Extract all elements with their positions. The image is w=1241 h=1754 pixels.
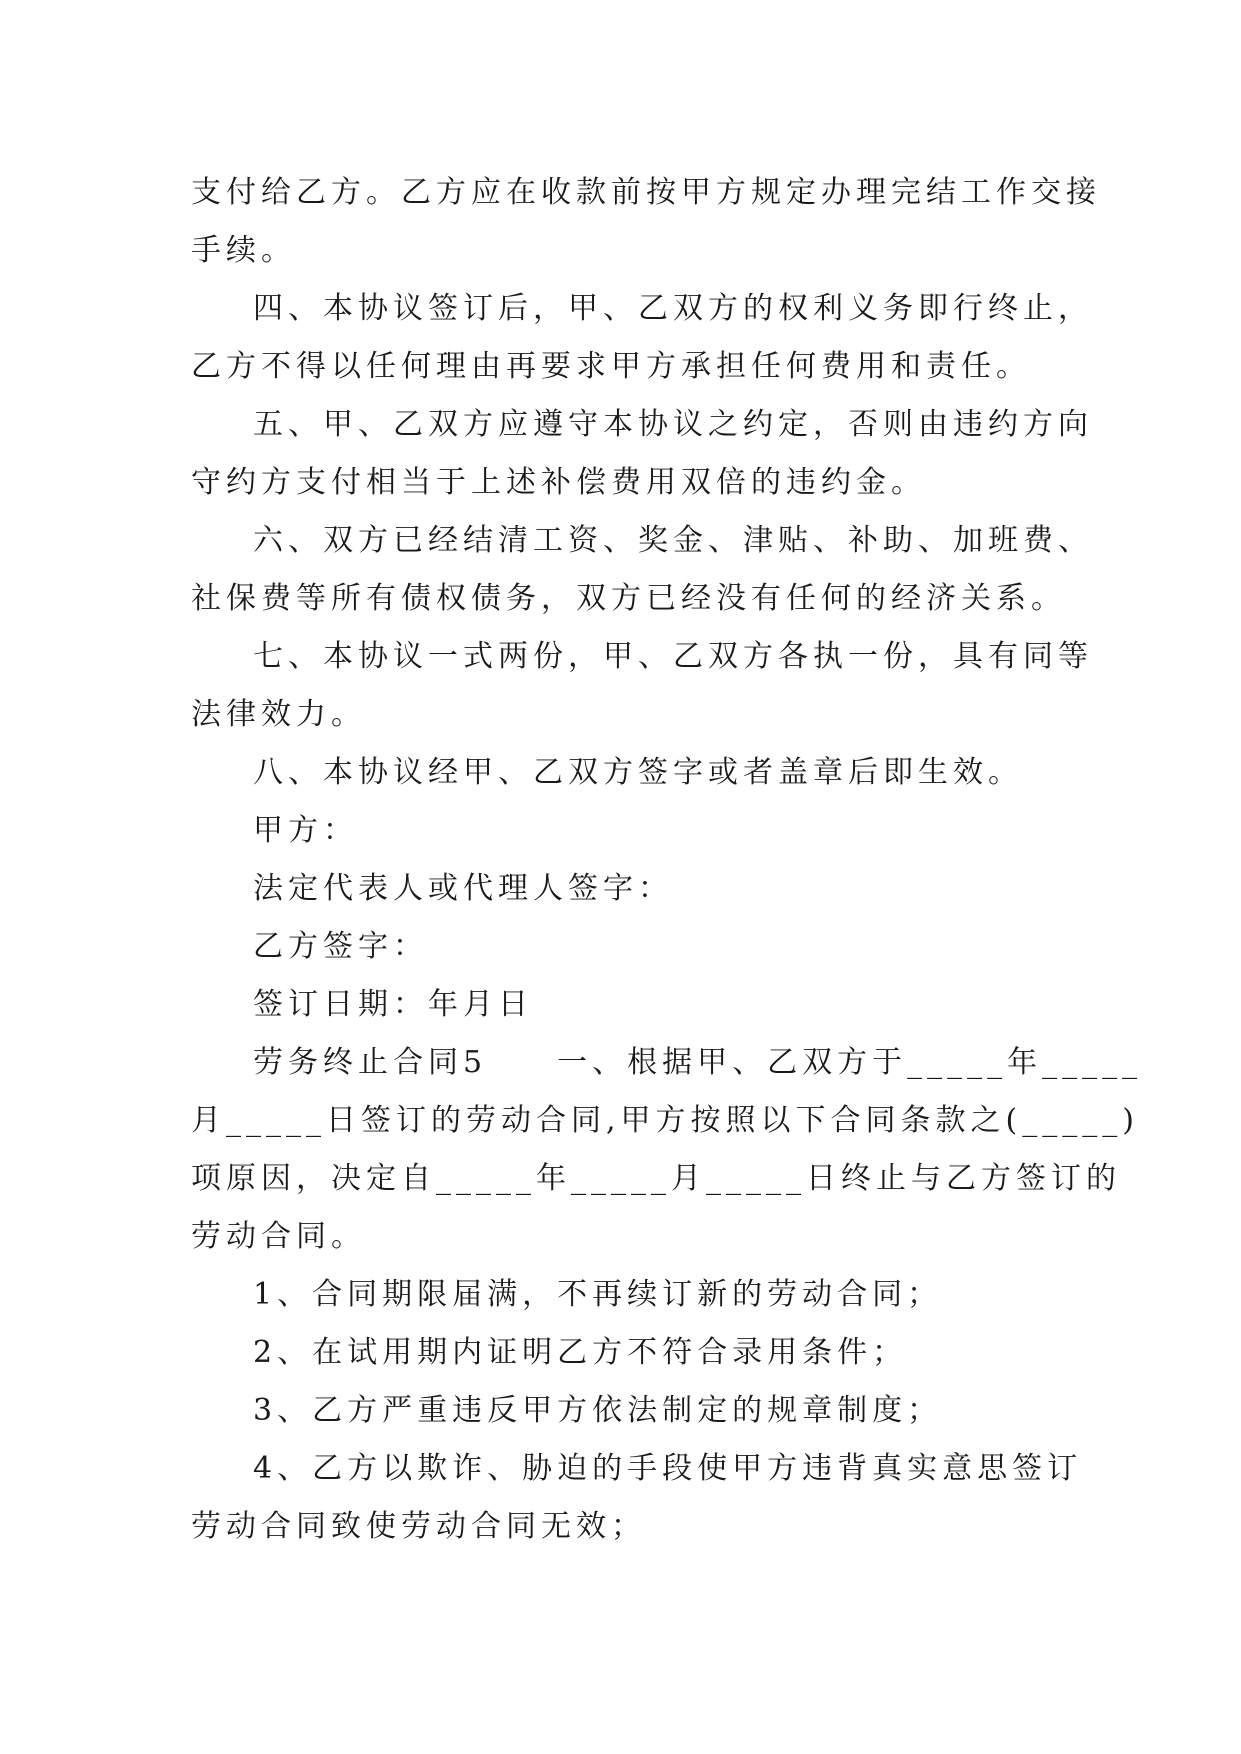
document-body [191, 164, 1143, 1556]
paragraph-line: 月_____日签订的劳动合同,甲方按照以下合同条款之(_____) [191, 1103, 1139, 1138]
party-a-label: 甲方： [253, 813, 358, 848]
clause-eight: 八、本协议经甲、乙双方签字或者盖章后即生效。 [253, 755, 1023, 790]
list-item: 1、合同期限届满，不再续订新的劳动合同； [253, 1277, 943, 1312]
clause-six: 六、双方已经结清工资、奖金、津贴、补助、加班费、 [253, 523, 1093, 558]
paragraph-line: 劳动合同致使劳动合同无效； [191, 1509, 646, 1544]
clause-four: 四、本协议签订后，甲、乙双方的权利义务即行终止， [253, 291, 1093, 326]
list-item: 3、乙方严重违反甲方依法制定的规章制度； [253, 1393, 943, 1428]
contract-five-heading: 劳务终止合同5 一、根据甲、乙双方于_____年_____ [253, 1045, 1143, 1080]
paragraph-line: 劳动合同。 [191, 1219, 366, 1254]
signing-date-label: 签订日期：年月日 [253, 987, 533, 1022]
list-item: 2、在试用期内证明乙方不符合录用条件； [253, 1335, 908, 1370]
paragraph-line: 手续。 [191, 233, 296, 268]
clause-seven: 七、本协议一式两份，甲、乙双方各执一份，具有同等 [253, 639, 1093, 674]
list-item: 4、乙方以欺诈、胁迫的手段使甲方违背真实意思签订 [253, 1451, 1083, 1486]
party-b-signature-label: 乙方签字： [253, 929, 428, 964]
paragraph-line: 守约方支付相当于上述补偿费用双倍的违约金。 [191, 465, 926, 500]
paragraph-line: 乙方不得以任何理由再要求甲方承担任何费用和责任。 [191, 349, 1031, 384]
paragraph-line: 项原因，决定自_____年_____月_____日终止与乙方签订的 [191, 1161, 1121, 1196]
paragraph-line: 支付给乙方。乙方应在收款前按甲方规定办理完结工作交接 [191, 175, 1101, 210]
clause-five: 五、甲、乙双方应遵守本协议之约定，否则由违约方向 [253, 407, 1093, 442]
paragraph-line: 法律效力。 [191, 697, 366, 732]
paragraph-line: 社保费等所有债权债务，双方已经没有任何的经济关系。 [191, 581, 1066, 616]
representative-signature-label: 法定代表人或代理人签字： [253, 871, 673, 906]
